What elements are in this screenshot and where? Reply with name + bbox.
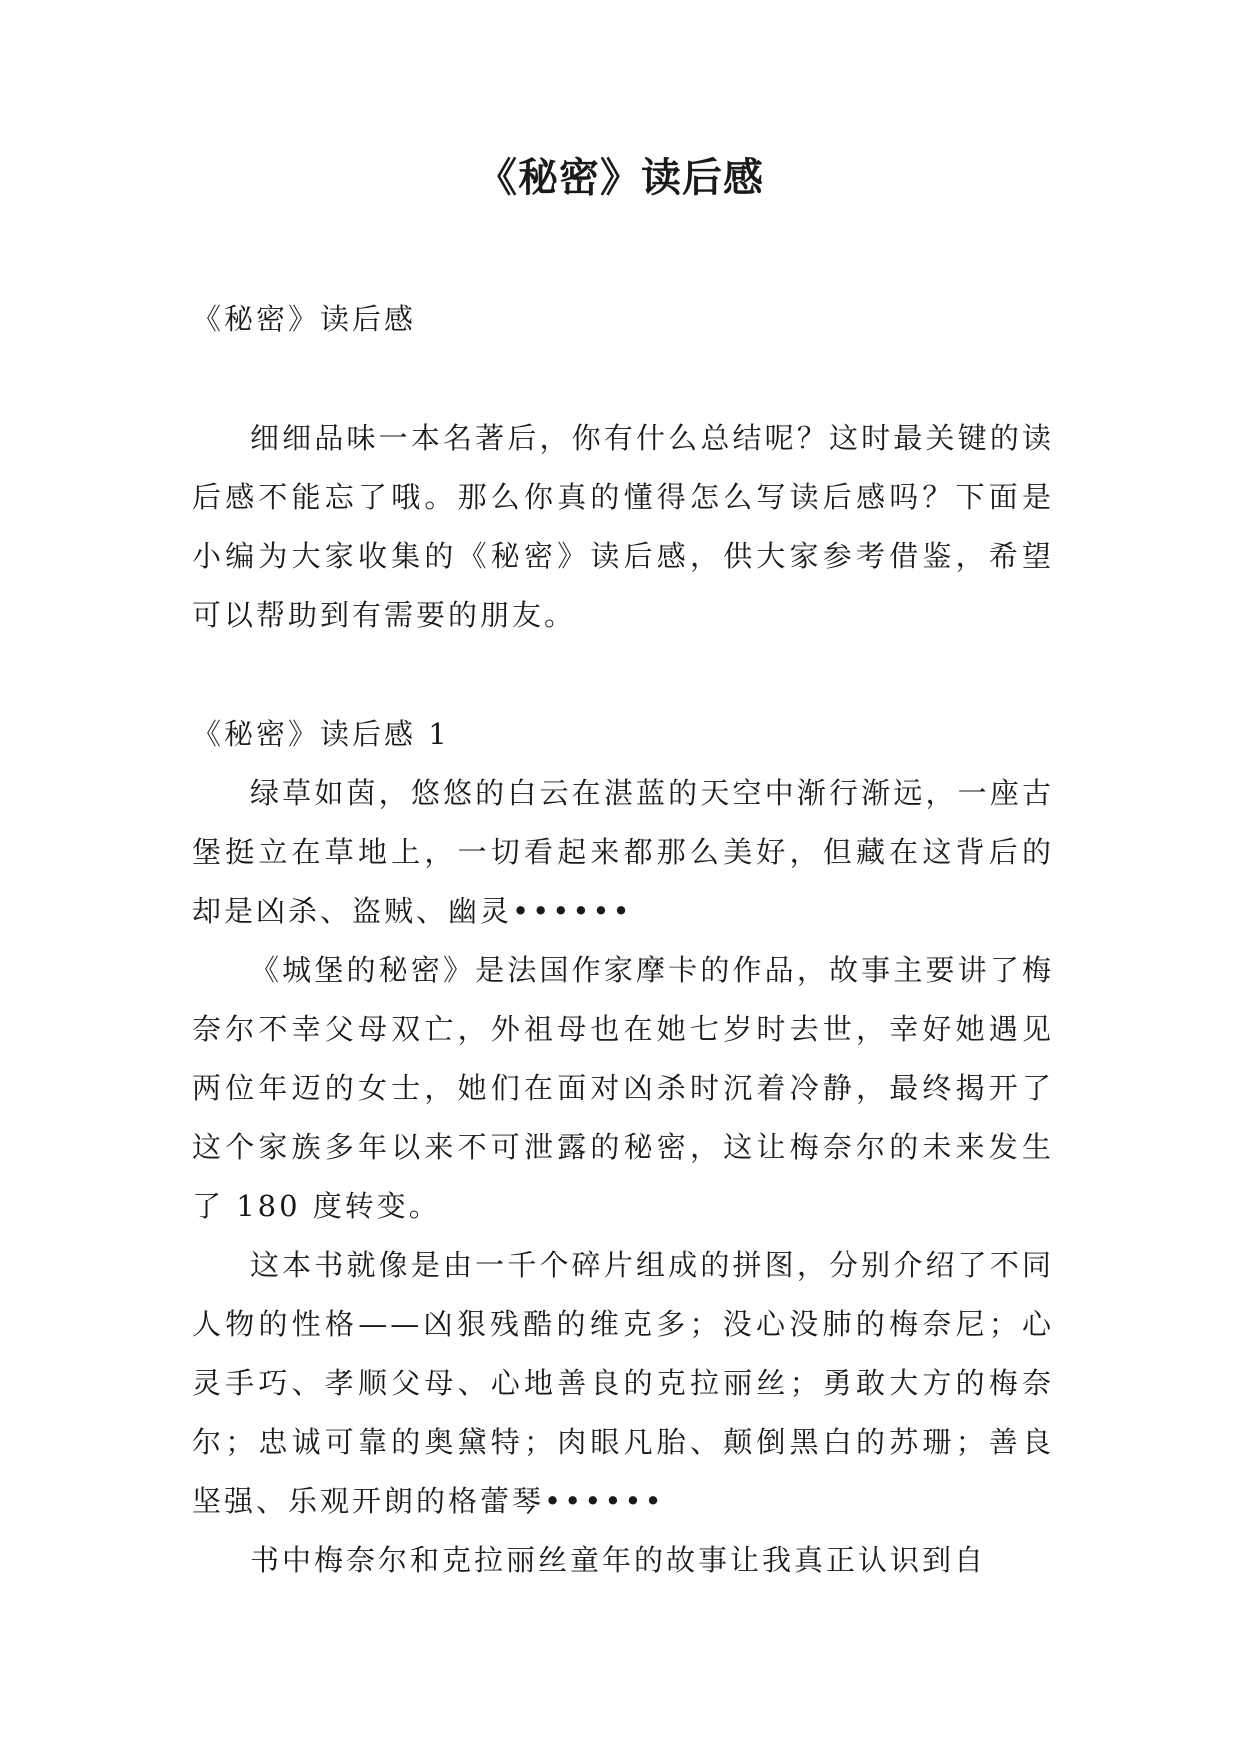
spacer: [192, 645, 1054, 705]
section-heading: 《秘密》读后感 1: [192, 717, 450, 751]
body-paragraph: 书中梅奈尔和克拉丽丝童年的故事让我真正认识到自: [250, 1543, 987, 1577]
body-paragraph: 《城堡的秘密》是法国作家摩卡的作品，故事主要讲了梅奈尔不幸父母双亡，外祖母也在她七岁时去世，幸好她遇见两位年迈的女士，她们在面对凶杀时沉着冷静，最终揭开了这个家族多年以来不可泄露的秘密，这让梅奈尔的未来发生了 180 度转变。: [192, 953, 1054, 1223]
body-paragraph: 这本书就像是由一千个碎片组成的拼图，分别介绍了不同人物的性格——凶狠残酷的维克多；没心没肺的梅奈尼；心灵手巧、孝顺父母、心地善良的克拉丽丝；勇敢大方的梅奈尔；忠诚可靠的奥黛特；肉眼凡胎、颠倒黑白的苏珊；善良坚强、乐观开朗的格蕾琴••••••: [192, 1248, 1054, 1518]
spacer: [192, 349, 1054, 409]
document-title: 《秘密》读后感: [477, 155, 764, 201]
document-subtitle: 《秘密》读后感: [192, 302, 417, 336]
document-body: [192, 290, 1054, 1590]
intro-paragraph: 细细品味一本名著后，你有什么总结呢？这时最关键的读后感不能忘了哦。那么你真的懂得怎么写读后感吗？下面是小编为大家收集的《秘密》读后感，供大家参考借鉴，希望可以帮助到有需要的朋友。: [192, 421, 1054, 632]
body-paragraph: 绿草如茵，悠悠的白云在湛蓝的天空中渐行渐远，一座古堡挺立在草地上，一切看起来都那么美好，但藏在这背后的却是凶杀、盗贼、幽灵••••••: [192, 776, 1054, 928]
